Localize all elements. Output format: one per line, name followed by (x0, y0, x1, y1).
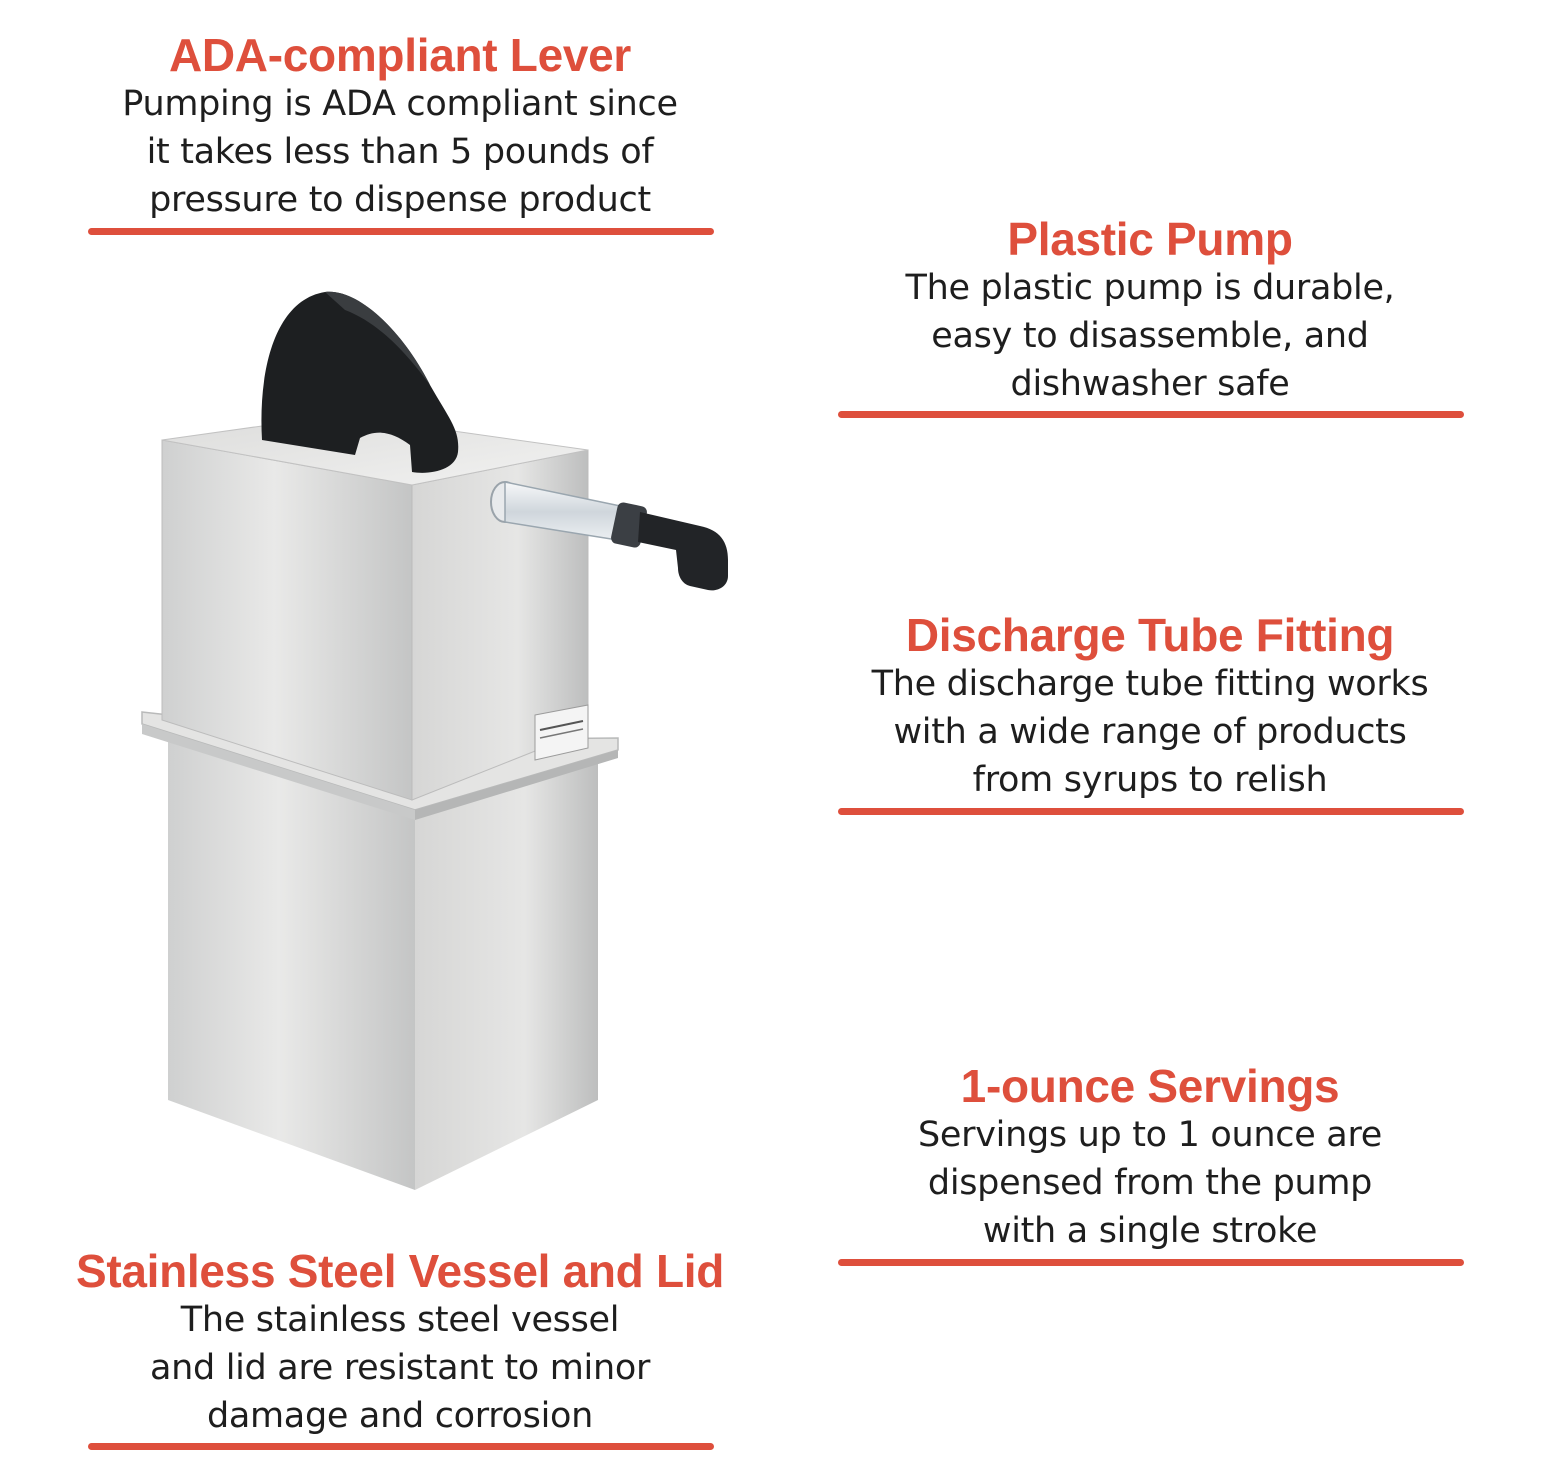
feature-desc-line: dishwasher safe (1010, 364, 1290, 404)
divider-rule (838, 808, 1464, 815)
feature-desc-line: dispensed from the pump (927, 1163, 1373, 1203)
feature-desc-line: with a wide range of products (893, 712, 1407, 752)
nozzle-icon (638, 512, 728, 590)
feature-servings (810, 1061, 1490, 1255)
feature-title: Plastic Pump (1007, 213, 1293, 265)
dispenser-product-image (130, 280, 750, 1200)
feature-desc-line: The discharge tube fitting works (871, 664, 1429, 704)
feature-desc-line: pressure to dispense product (149, 180, 651, 220)
feature-desc-line: it takes less than 5 pounds of (146, 132, 654, 172)
feature-desc-line: with a single stroke (982, 1211, 1318, 1251)
feature-discharge-tube (810, 610, 1490, 804)
divider-rule (88, 228, 714, 235)
feature-desc-line: from syrups to relish (972, 760, 1328, 800)
feature-desc-line: easy to disassemble, and (931, 316, 1369, 356)
divider-rule (838, 411, 1464, 418)
feature-desc-line: Servings up to 1 ounce are (918, 1115, 1382, 1155)
divider-rule (88, 1443, 714, 1450)
feature-title: Discharge Tube Fitting (905, 609, 1395, 661)
divider-rule (838, 1259, 1464, 1266)
feature-desc-line: The plastic pump is durable, (905, 268, 1395, 308)
feature-plastic-pump (810, 214, 1490, 408)
feature-ada-lever (60, 30, 740, 224)
feature-title: Stainless Steel Vessel and Lid (75, 1245, 725, 1297)
feature-desc-line: The stainless steel vessel (180, 1300, 620, 1340)
feature-title: 1-ounce Servings (960, 1060, 1340, 1112)
feature-title: ADA-compliant Lever (168, 29, 632, 81)
feature-desc-line: Pumping is ADA compliant since (122, 84, 678, 124)
feature-desc-line: and lid are resistant to minor (149, 1348, 651, 1388)
feature-desc-line: damage and corrosion (206, 1396, 594, 1436)
feature-stainless-steel (40, 1246, 760, 1440)
